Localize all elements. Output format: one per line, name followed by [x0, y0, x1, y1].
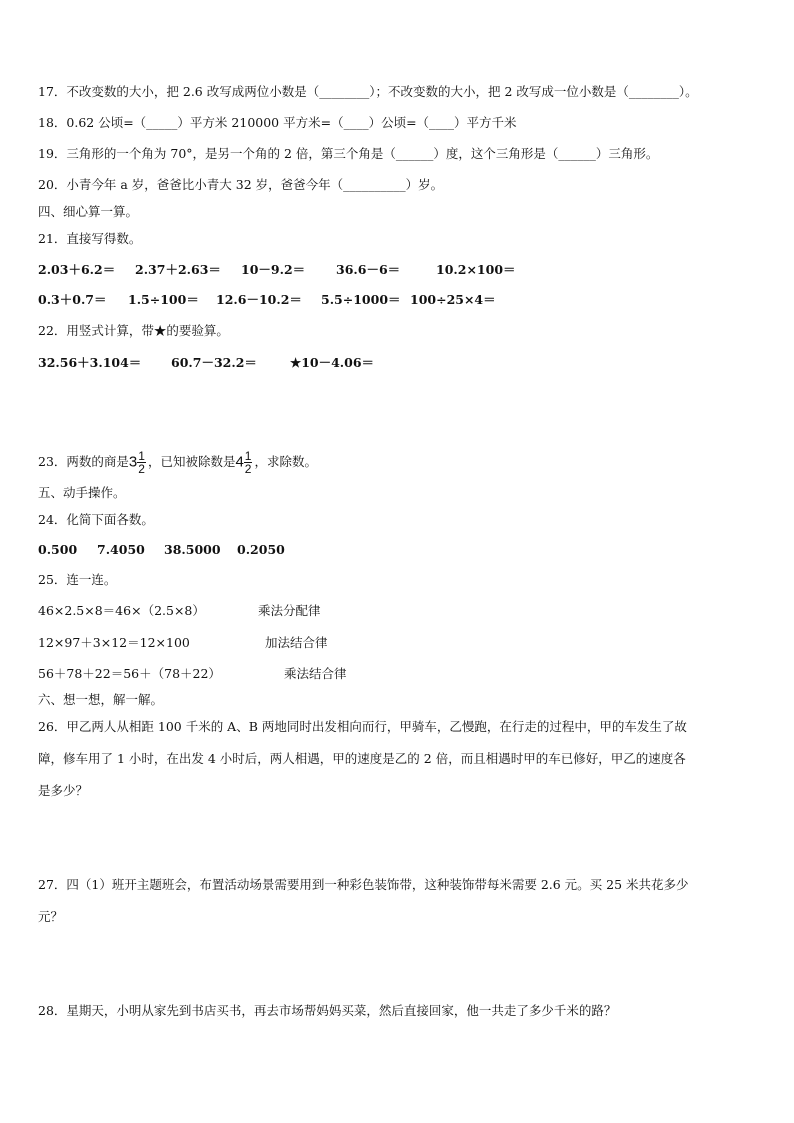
question-26-line: 障，修车用了 1 小时，在出发 4 小时后，两人相遇，甲的速度是乙的 2 倍，而且相遇时甲的车已修好，甲乙的速度各 — [38, 751, 686, 766]
question-26-line: 26．甲乙两人从相距 100 千米的 A、B 两地同时出发相向而行，甲骑车，乙慢跑，在行走的过程中，甲的车发生了故 — [38, 719, 687, 734]
q23-fraction-1-whole: 3 — [128, 453, 138, 471]
question-21: 21．直接写得数。 — [38, 231, 142, 246]
fraction-denominator: 2 — [138, 462, 145, 476]
question-18: 18．0.62 公顷=（_____）平方米 210000 平方米=（____）公顷=（____）平方千米 — [38, 115, 517, 130]
fraction-denominator: 2 — [244, 462, 252, 476]
q22-expr: 60.7－32.2＝ — [171, 355, 257, 370]
q25-left-item: 12×97＋3×12＝12×100 — [38, 635, 190, 650]
q23-suffix: ，求除数。 — [254, 454, 317, 469]
q25-right-item: 乘法分配律 — [258, 603, 321, 618]
question-17: 17．不改变数的大小，把 2.6 改写成两位小数是（________）；不改变数的大小，把 2 改写成一位小数是（________）。 — [38, 84, 698, 99]
question-28: 28．星期天，小明从家先到书店买书，再去市场帮妈妈买菜，然后直接回家，他一共走了多少千米的路？ — [38, 1003, 617, 1018]
q21-expr: 2.37＋2.63＝ — [135, 262, 221, 277]
question-25: 25．连一连。 — [38, 572, 117, 587]
section-4-heading: 四、细心算一算。 — [38, 204, 139, 219]
q21-expr: 2.03＋6.2＝ — [38, 262, 116, 277]
q21-expr: 12.6－10.2＝ — [216, 292, 302, 307]
q24-number: 0.2050 — [237, 542, 285, 557]
q23-fraction-2-whole: 4 — [235, 453, 244, 471]
q24-number: 38.5000 — [164, 542, 221, 557]
q24-number: 0.500 — [38, 542, 78, 557]
question-22: 22．用竖式计算，带★的要验算。 — [38, 323, 229, 338]
question-27-line: 27．四（1）班开主题班会，布置活动场景需要用到一种彩色装饰带，这种装饰带每米需要 2.6 元。买 25 米共花多少 — [38, 877, 689, 892]
q21-expr: 5.5÷1000＝ — [321, 292, 401, 307]
q25-left-item: 56＋78＋22＝56＋（78＋22） — [38, 666, 221, 681]
question-27-line: 元？ — [38, 909, 64, 924]
q21-expr: 1.5÷100＝ — [128, 292, 199, 307]
question-24: 24．化简下面各数。 — [38, 512, 154, 527]
q23-prefix: 23．两数的商是 — [38, 454, 129, 469]
question-23 — [38, 448, 317, 477]
q21-expr: 10.2×100＝ — [436, 262, 516, 277]
q21-expr: 10－9.2＝ — [241, 262, 306, 277]
q23-fraction-1 — [137, 450, 146, 475]
q25-right-item: 乘法结合律 — [284, 666, 347, 681]
question-19: 19．三角形的一个角为 70°，是另一个角的 2 倍，第三个角是（______）度，这个三角形是（______）三角形。 — [38, 146, 659, 161]
q22-expr: 32.56＋3.104＝ — [38, 355, 142, 370]
q25-right-item: 加法结合律 — [265, 635, 328, 650]
fraction-numerator: 1 — [244, 449, 252, 463]
q25-left-item: 46×2.5×8＝46×（2.5×8） — [38, 603, 205, 618]
section-5-heading: 五、动手操作。 — [38, 485, 126, 500]
question-26-line: 是多少？ — [38, 783, 89, 798]
q23-fraction-2 — [244, 450, 253, 475]
q24-number: 7.4050 — [97, 542, 145, 557]
section-6-heading: 六、想一想，解一解。 — [38, 692, 164, 707]
q21-expr: 100÷25×4＝ — [410, 292, 496, 307]
q23-middle: ，已知被除数是 — [147, 454, 236, 469]
q21-expr: 0.3＋0.7＝ — [38, 292, 107, 307]
fraction-numerator: 1 — [138, 449, 145, 463]
q22-expr: ★10－4.06＝ — [290, 355, 375, 370]
question-20: 20．小青今年 a 岁，爸爸比小青大 32 岁，爸爸今年（__________）岁。 — [38, 177, 444, 192]
q21-expr: 36.6－6＝ — [336, 262, 401, 277]
